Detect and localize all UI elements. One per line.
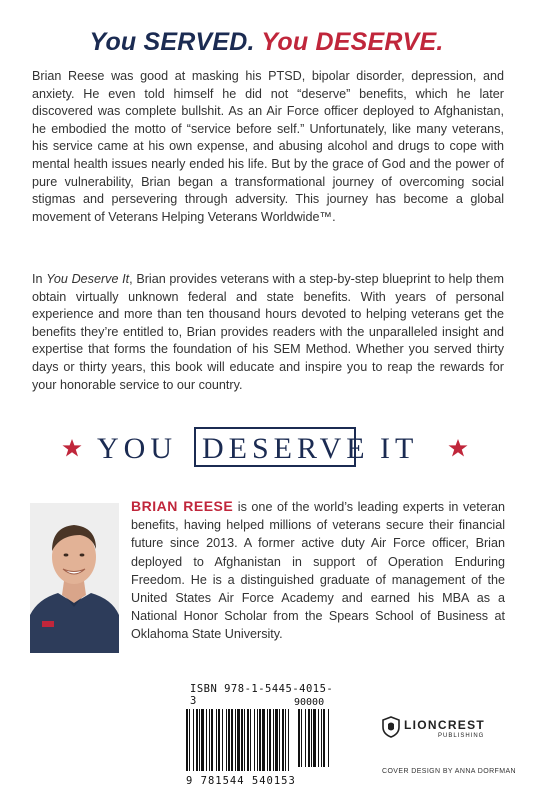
star-icon [448,438,468,458]
author-bio [131,497,505,644]
star-icon [62,438,82,458]
headline-served: You SERVED. [89,28,255,56]
author-bio-text: is one of the world’s leading experts in veteran benefits, having helped millions of veterans secure their financial future since 2013. A former active duty Air Force officer, Brian deployed to Afghanistan in support of Operation Enduring Freedom. He is a distinguished graduate of management of the United States Air Force Academy and earned his MBA as a National Honor Scholar from the Spears School of Business at Oklahoma State University. [131,500,505,642]
title-word-you: YOU [97,432,177,465]
barcode-bars [186,709,336,775]
description-paragraph-2 [32,271,504,394]
isbn-label: ISBN 978-1-5445-4015-3 [190,683,334,707]
headline [0,28,533,57]
title-logo [0,430,533,474]
title-word-it: IT [380,432,419,465]
paragraph-2-rest: , Brian provides veterans with a step-by-step blueprint to help them obtain virtually unknown federal and state benefits. With years of personal experience and more than ten thousand hours devoted to helping veterans get the benefits they’re entitled to, Brian provides readers with the unparalleled insight and expertise that forms the foundation of his SEM Method. Whether you served thirty days or thirty years, this book will educate and inspire you to reap the rewards for your honorable service to our country. [32,272,504,392]
barcode-digits: 9 781544 540153 [186,775,296,787]
publisher-name: LIONCREST [404,718,486,732]
publisher-subtitle: PUBLISHING [438,733,485,739]
book-title-italic: You Deserve It [46,272,130,286]
author-name: BRIAN REESE [131,498,234,514]
headline-deserve: You DESERVE. [261,28,444,56]
publisher-logo [382,716,502,746]
cover-design-credit: COVER DESIGN BY ANNA DORFMAN [382,768,516,775]
title-word-deserve: DESERVE [202,432,370,465]
author-photo [30,503,119,653]
description-paragraph-1: Brian Reese was good at masking his PTSD, bipolar disorder, depression, and anxiety. He even told himself he did not “deserve” benefits, which he later discovered was complete bullshit. As an Air Force officer deployed to Afghanistan, he embodied the motto of “service before self.” Unfortunately, like many veterans, his service came at his own expense, and abusing alcohol and drugs to cope with mental health issues nearly ended his life. But by the grace of God and the power of pure vulnerability, Brian began a transformational journey of overcoming social stigmas and persevering through adversity. This journey has become a global movement of Veterans Helping Veterans Worldwide™. [32,69,504,224]
paragraph-2-lead: In [32,272,47,286]
lion-crest-icon [382,716,400,738]
price-code: 90000 [294,697,325,708]
isbn-barcode [186,683,336,791]
